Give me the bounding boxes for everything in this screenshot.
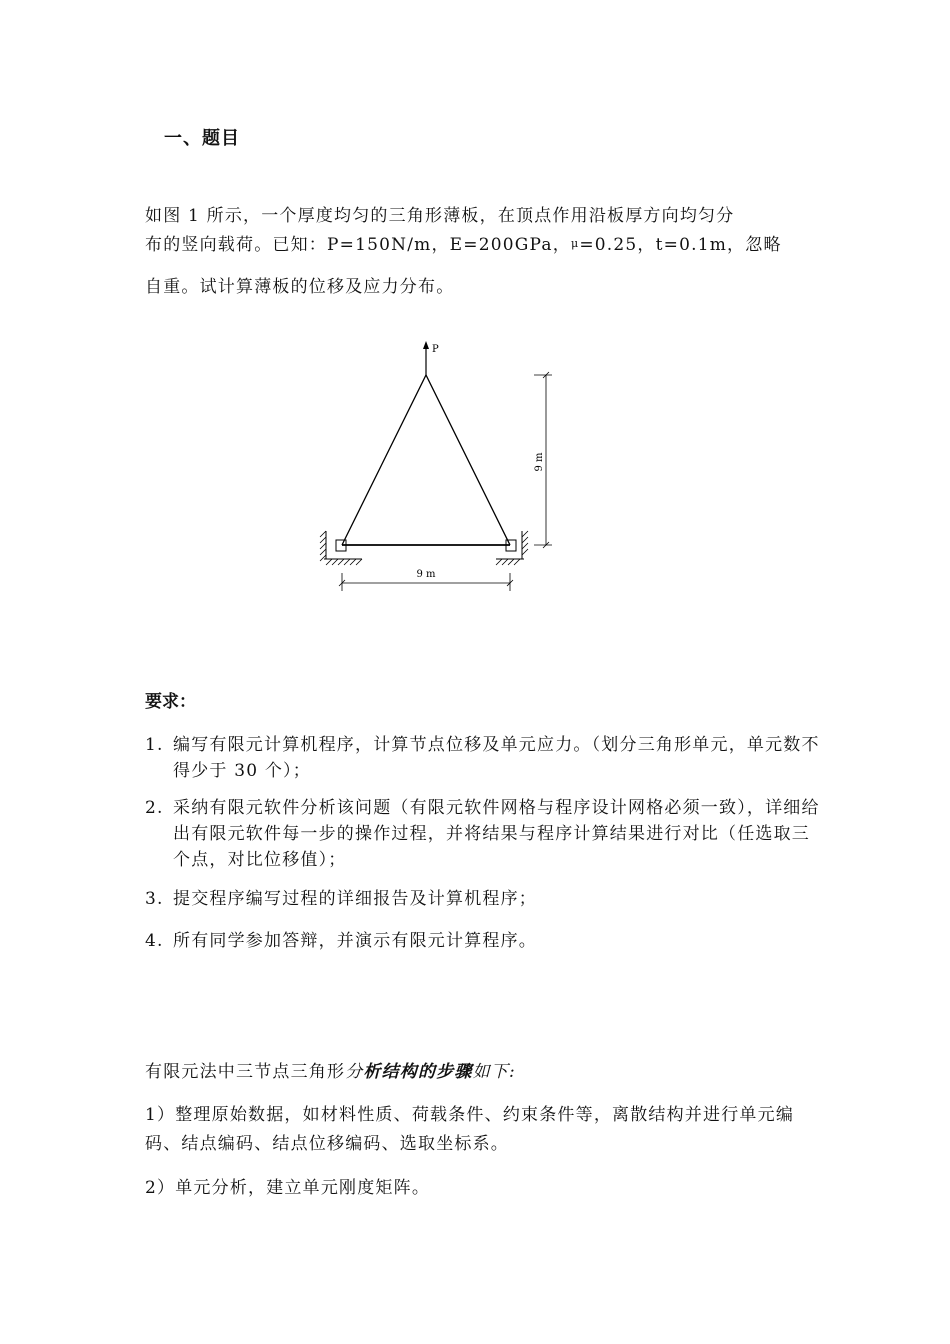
load-label: P bbox=[432, 344, 439, 355]
requirement-item-2 bbox=[145, 795, 825, 873]
item-number: 1. bbox=[145, 735, 164, 755]
steps-intro-b: 分 bbox=[345, 1062, 364, 1082]
problem-line-2-b: =0.25，t=0.1m，忽略 bbox=[579, 235, 782, 255]
requirement-item-3 bbox=[145, 886, 825, 912]
requirement-item-4 bbox=[145, 928, 825, 954]
problem-line-3: 自重。试计算薄板的位移及应力分布。 bbox=[145, 277, 455, 297]
left-pin-support bbox=[320, 531, 362, 565]
step-1: 1）整理原始数据，如材料性质、荷载条件、约束条件等，离散结构并进行单元编码、结点编码、结点位移编码、选取坐标系。 bbox=[145, 1105, 795, 1154]
section-heading: 一、题目 bbox=[164, 128, 240, 149]
right-pin-support bbox=[496, 531, 528, 565]
item-text: 编写有限元计算机程序，计算节点位移及单元应力。（划分三角形单元，单元数不得少于 30 个）； bbox=[173, 735, 820, 781]
item-text: 所有同学参加答辩，并演示有限元计算程序。 bbox=[173, 931, 537, 951]
steps-intro-a: 有限元法中三节点三角形 bbox=[145, 1062, 346, 1082]
problem-line-2 bbox=[145, 230, 825, 259]
problem-statement bbox=[145, 202, 825, 301]
item-number: 3. bbox=[145, 889, 164, 909]
problem-line-1: 如图 1 所示，一个厚度均匀的三角形薄板，在顶点作用沿板厚方向均匀分 bbox=[145, 206, 735, 226]
height-label: 9 m bbox=[534, 452, 545, 472]
width-label: 9 m bbox=[416, 569, 436, 580]
mu-symbol: μ bbox=[570, 237, 580, 250]
steps-intro-d: 如下: bbox=[472, 1062, 516, 1082]
steps-intro bbox=[145, 1058, 825, 1086]
load-arrow-head bbox=[423, 341, 429, 349]
requirement-item-1 bbox=[145, 732, 825, 784]
triangle-plate-figure bbox=[300, 335, 580, 605]
problem-line-2-a: 布的竖向载荷。已知：P=150N/m，E=200GPa， bbox=[145, 235, 571, 255]
step-2: 2）单元分析，建立单元刚度矩阵。 bbox=[145, 1178, 431, 1198]
triangle-sides bbox=[342, 375, 510, 545]
item-text: 提交程序编写过程的详细报告及计算机程序； bbox=[173, 889, 537, 909]
item-text: 采纳有限元软件分析该问题（有限元软件网格与程序设计网格必须一致），详细给出有限元软件每一步的操作过程，并将结果与程序计算结果进行对比（任选取三个点，对比位移值）； bbox=[173, 798, 820, 870]
item-number: 4. bbox=[145, 931, 164, 951]
requirements-title: 要求： bbox=[145, 692, 196, 712]
steps-intro-emphasis: 析结构的步骤 bbox=[363, 1062, 473, 1082]
item-number: 2. bbox=[145, 798, 164, 818]
